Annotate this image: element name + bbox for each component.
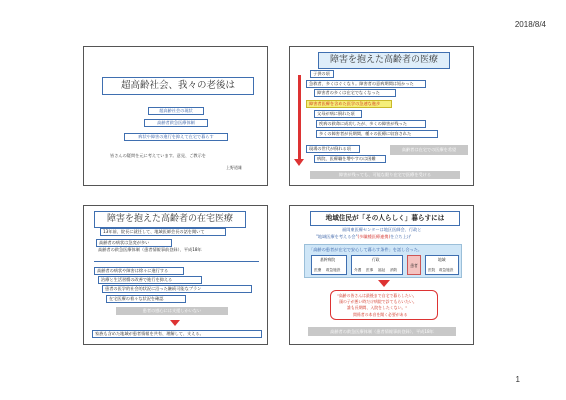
panel-question: 「高齢の患者が在宅で安心して暮らす条件」を話し合った。 — [309, 247, 423, 252]
col-sub: 医療 — [314, 268, 322, 272]
quote-line: 誰も長期間、入院をしたくない。" — [347, 305, 408, 310]
sub2-red-text: (多職種医療連携) — [357, 234, 391, 239]
col-sub: 医院 — [428, 268, 436, 272]
col-sub: 消防 — [390, 268, 398, 272]
divider — [94, 261, 259, 262]
slide-3 — [83, 205, 268, 345]
timeline-item: 父母が病に倒れた頃 — [314, 110, 362, 118]
timeline-item: 多くの障害者が長期間、種々の医療に収容された — [316, 130, 438, 138]
diagram-col-patient: 患者 — [407, 255, 421, 275]
slide-item: 高齢者の救急医療体制（患者情報事前登録）、平成18年 — [98, 247, 202, 252]
diagram-col-admin — [351, 255, 403, 275]
timeline-item: 疾病の救命に成功したが、多くの障害が残った — [316, 120, 426, 128]
slide-subtitle: 福岡東医療センターは地区医師会、行政と — [342, 227, 422, 232]
timeline-item: 病院、医療職を増やすのは困難 — [314, 155, 386, 163]
col-sub: 介護 — [354, 268, 362, 272]
print-date: 2018/8/4 — [514, 20, 546, 29]
slide-intro: 13年前、院長に就任して、地域医師会長の話を聞いて — [100, 228, 226, 236]
timeline-item: 障害者の多くは在宅でなくなった — [314, 89, 396, 97]
page-number: 1 — [515, 375, 520, 384]
quote-line: 関係者の本音を聞く必要がある — [353, 312, 408, 317]
side-note: 高齢者は在宅での医療を希望 — [390, 145, 468, 155]
slide-2 — [289, 46, 474, 186]
slide-item: 病状や障害の進行を抑えて在宅で暮らす — [124, 133, 228, 141]
slide-title: 障害を抱えた高齢者の医療 — [318, 52, 450, 69]
residents-quote — [330, 290, 438, 320]
slide-bottom-message: 家族も含めた地域が患者情報を共有、理解して、支える。 — [92, 330, 262, 338]
sub2-text: "地域医療を考える会" — [316, 234, 358, 239]
sub2-end-text: を立ち上げ — [390, 234, 412, 239]
slide-item: 高齢者の病状は急変が多い — [96, 239, 172, 247]
slide-item: 治療と生活習慣の改善で進行を抑える — [98, 276, 202, 284]
slide-title: 障害を抱えた高齢者の在宅医療 — [94, 211, 246, 228]
slide-item: 超高齢社会の現状 — [148, 107, 204, 115]
col-sub: 福祉 — [378, 268, 386, 272]
timeline-arrow-head — [294, 159, 304, 166]
slide-subtitle-2 — [316, 234, 411, 240]
slide-1 — [83, 46, 268, 186]
slide-bottom-message: 高齢者の救急医療体制（患者情報事前登録）、平成18年 — [308, 327, 456, 336]
diagram-col-hospital — [311, 255, 347, 275]
slide-bottom-message: 障害が残っても、可能な限り在宅で医療を受ける — [310, 171, 460, 179]
timeline-item: 急救者、多くはぐくなり。障害者の意病期間は短かった — [306, 80, 426, 88]
slide-item: 在宅医療の着々な状況を確認 — [106, 295, 186, 303]
timeline-arrow — [298, 75, 301, 161]
col-title: 行政 — [372, 257, 380, 262]
col-sub: 救急施設 — [326, 268, 341, 272]
slide-title: 超高齢社会、我々の老後は — [102, 77, 254, 95]
timeline-highlight: 障害者医療を含めた医学の急速な進歩 — [306, 100, 392, 108]
down-arrow-icon — [170, 320, 180, 326]
col-sub: 救急施設 — [439, 268, 454, 272]
slide-item-highlight: 患者の感心には支援しかいない — [116, 307, 228, 315]
slide-note: 皆さんの疑問を元に考えています。意見、ご教示を — [110, 153, 206, 158]
slide-item: 高齢者の病状や障害は徐々に進行する — [94, 267, 184, 275]
diagram-col-community — [425, 255, 459, 275]
down-arrow-icon — [378, 280, 390, 287]
quote-line: 頭の子が悪い時だけ病院で診てもらいたい。 — [339, 299, 417, 304]
quote-line: "高齢の皆さんは最後まで自宅で暮らしたい。 — [337, 293, 417, 298]
timeline-item: 現場の世代が倒れる頃 — [306, 145, 360, 153]
col-sub: 医事 — [366, 268, 374, 272]
col-title: 基幹病院 — [320, 257, 336, 262]
slide-item: 患者の医学的社会的状況に沿った継続可能なプラン — [102, 285, 252, 293]
col-title: 地域 — [438, 257, 446, 262]
slide-4 — [289, 205, 474, 345]
slide-title: 地域住民が「その人らしく」暮らすには — [310, 211, 460, 226]
slide-author: 上野道雄 — [226, 165, 242, 170]
era-label: 子供の頃 — [310, 70, 334, 78]
slide-item: 高齢者救急医療体制 — [144, 119, 208, 127]
conditions-panel — [304, 244, 462, 278]
